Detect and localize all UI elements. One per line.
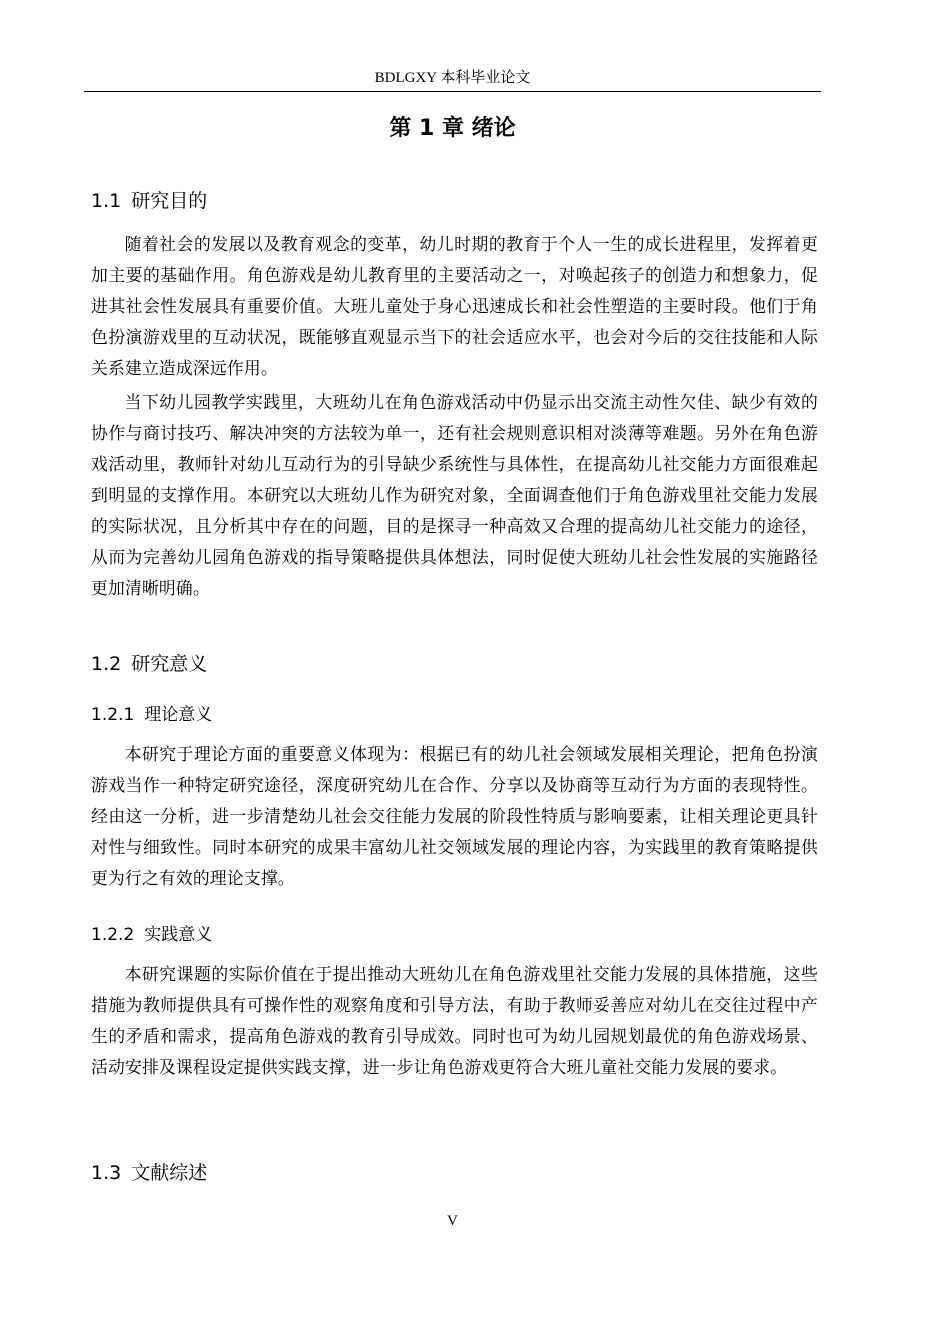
page-number: V <box>447 1213 458 1229</box>
subsection-heading-1-2-1 <box>91 702 212 728</box>
paragraph-1-2-2: 本研究课题的实际价值在于提出推动大班幼儿在角色游戏里社交能力发展的具体措施，这些措施为教师提供具有可操作性的观察角度和引导方法，有助于教师妥善应对幼儿在交往过程中产生的矛盾和需求，提高角色游戏的教育引导成效。同时也可为幼儿园规划最优的角色游戏场景、活动安排及课程设定提供实践支撑，进一步让角色游戏更符合大班儿童社交能力发展的要求。 <box>91 964 818 1077</box>
subsection-number: 1.2.1 <box>91 705 135 725</box>
subsection-heading-1-2-2 <box>91 922 212 948</box>
section-title: 研究意义 <box>131 653 208 675</box>
paragraph-1-2-1: 本研究于理论方面的重要意义体现为：根据已有的幼儿社会领域发展相关理论，把角色扮演游戏当作一种特定研究途径，深度研究幼儿在合作、分享以及协商等互动行为方面的表现特性。经由这一分析，进一步清楚幼儿社会交往能力发展的阶段性特质与影响要素，让相关理论更具针对性与细致性。同时本研究的成果丰富幼儿社交领域发展的理论内容，为实践里的教育策略提供更为行之有效的理论支撑。 <box>91 744 818 888</box>
paragraph-1-1-b: 当下幼儿园教学实践里，大班幼儿在角色游戏活动中仍显示出交流主动性欠佳、缺少有效的协作与商讨技巧、解决冲突的方法较为单一，还有社会规则意识相对淡薄等难题。另外在角色游戏活动里，教师针对幼儿互动行为的引导缺少系统性与具体性，在提高幼儿社交能力方面很难起到明显的支撑作用。本研究以大班幼儿作为研究对象，全面调查他们于角色游戏里社交能力发展的实际状况，且分析其中存在的问题，目的是探寻一种高效又合理的提高幼儿社交能力的途径，从而为完善幼儿园角色游戏的指导策略提供具体想法，同时促使大班幼儿社会性发展的实施路径更加清晰明确。 <box>91 392 818 598</box>
section-heading-1-2 <box>91 650 207 678</box>
section-title: 研究目的 <box>131 190 208 212</box>
paragraph-1-1-a: 随着社会的发展以及教育观念的变革，幼儿时期的教育于个人一生的成长进程里，发挥着更加主要的基础作用。角色游戏是幼儿教育里的主要活动之一，对唤起孩子的创造力和想象力，促进其社会性发展具有重要价值。大班儿童处于身心迅速成长和社会性塑造的主要时段。他们于角色扮演游戏里的互动状况，既能够直观显示当下的社会适应水平，也会对今后的交往技能和人际关系建立造成深远作用。 <box>91 234 818 378</box>
subsection-title: 实践意义 <box>144 925 213 945</box>
section-number: 1.3 <box>91 1162 122 1184</box>
subsection-number: 1.2.2 <box>91 925 135 945</box>
header-rule <box>84 91 821 92</box>
section-heading-1-1 <box>91 187 207 215</box>
section-number: 1.1 <box>91 190 122 212</box>
section-number: 1.2 <box>91 653 122 675</box>
section-title: 文献综述 <box>131 1162 208 1184</box>
running-header: BDLGXY 本科毕业论文 <box>374 70 531 86</box>
chapter-title: 第 1 章 绪论 <box>389 116 516 141</box>
subsection-title: 理论意义 <box>144 705 213 725</box>
section-heading-1-3 <box>91 1159 207 1187</box>
